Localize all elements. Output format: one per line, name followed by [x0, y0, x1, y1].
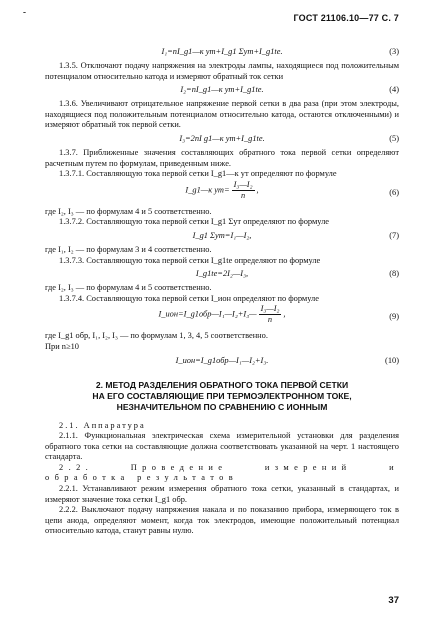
equation-3-number: (3) — [389, 47, 399, 56]
paragraph-1-3-7-2: 1.3.7.2. Составляющую тока первой сетки I_g1 Σут определяют по формуле — [59, 217, 329, 227]
equation-10 — [45, 353, 399, 370]
equation-7-formula: I_g1 Σут=I₁—I₂, — [192, 230, 252, 240]
paragraph-1-3-7-3: 1.3.7.3. Составляющую тока первой сетки I_g1te определяют по формуле — [59, 255, 321, 265]
page-content — [45, 44, 399, 537]
where-8: где I₂, I₃ — по формулам 4 и 5 соответственно. — [45, 283, 212, 293]
paragraph-2-2: 2.2. Проведение измерений и обработка результатов — [45, 462, 399, 483]
equation-9-fraction — [259, 304, 282, 325]
equation-9-number: (9) — [389, 312, 399, 322]
section-2-title-line-1: 2. МЕТОД РАЗДЕЛЕНИЯ ОБРАТНОГО ТОКА ПЕРВОЙ СЕТКИ — [95, 379, 349, 390]
equation-6-lhs: I_g1—к ут= — [185, 185, 230, 195]
equation-5-formula: I₃=2nI g1—к ут+I_g1te. — [179, 133, 265, 143]
where-6: где I₂, I₃ — по формулам 4 и 5 соответственно. — [45, 206, 212, 216]
equation-10-number: (10) — [385, 355, 399, 365]
paragraph-1-3-7-4: 1.3.7.4. Составляющую тока первой сетки I_ион определяют по формуле — [59, 293, 319, 303]
equation-4-number: (4) — [389, 85, 399, 95]
equation-3-formula: I₁=nI_g1—к ут+I_g1 Σут+I_g1te. — [161, 47, 283, 56]
equation-6-fraction — [232, 180, 255, 201]
condition-n: При n≥10 — [45, 341, 79, 351]
equation-9-numerator: I₃—I₂ — [260, 304, 280, 314]
equation-9-tail: , — [283, 309, 286, 319]
equation-8-formula: I_g1te=2I₂—I₃, — [195, 269, 249, 279]
equation-6-numerator: I₃—I₂ — [233, 179, 253, 189]
paragraph-2-1-1: 2.1.1. Функциональная электрическая схема измерительной установки для разделения обратного тока сетки на составляющие должна соответствовать указанной на черт. 1 настоящего стандарта. — [45, 431, 399, 462]
margin-dash: - — [23, 7, 26, 17]
equation-9-lhs: I_ион=I_g1обр—I₁—I₂+I₃— — [158, 309, 257, 319]
equation-4 — [45, 82, 399, 99]
section-2-title-line-3: НЕЗНАЧИТЕЛЬНОМ ПО СРАВНЕНИЮ С ИОННЫМ — [116, 401, 328, 412]
equation-4-formula: I₂=nI_g1—к ут+I_g1te. — [180, 85, 264, 95]
where-7: где I₁, I₂ — по формулам 3 и 4 соответственно. — [45, 244, 212, 254]
page-number: 37 — [388, 595, 399, 606]
equation-5 — [45, 131, 399, 148]
paragraph-1-3-7: 1.3.7. Приближенные значения составляющих обратного тока первой сетки определяют расчетным путем по формулам, приведенным ниже. — [45, 147, 399, 168]
equation-7 — [45, 228, 399, 245]
paragraph-2-2-2: 2.2.2. Выключают подачу напряжения накала и по показанию прибора, измеряющего ток в цепи анода, определяют момент, когда ток электродов, имеющие положительный потенциал относительно катода, станут равны нулю. — [45, 505, 399, 536]
equation-6 — [45, 180, 399, 207]
equation-6-tail: , — [256, 185, 259, 195]
section-2-title — [45, 380, 399, 413]
paragraph-2-2-1: 2.2.1. Устанавливают режим измерения обратного тока сетки, указанный в стандартах, и измеряют значение тока сетки I_g1 обр. — [45, 484, 399, 504]
where-9: где I_g1 обр, I₁, I₂, I₃ — по формулам 1, 3, 4, 5 соответственно. — [45, 331, 268, 341]
paragraph-1-3-6: 1.3.6. Увеличивают отрицательное напряжение первой сетки в два раза (при этом электроды, находящиеся под положительным потенциалом относительно катода, остаются отключенными) и измеряют обратный ток первой сетки. — [45, 99, 399, 130]
equation-3 — [45, 44, 399, 61]
equation-8 — [45, 266, 399, 283]
equation-9-formula — [45, 304, 399, 325]
equation-9-denominator: n — [267, 315, 273, 325]
equation-7-number: (7) — [389, 230, 399, 240]
standard-header: ГОСТ 21106.10—77 С. 7 — [293, 13, 399, 23]
paragraph-1-3-7-1: 1.3.7.1. Составляющую тока первой сетки I_g1—к ут определяют по формуле — [59, 169, 337, 179]
equation-6-formula — [45, 180, 399, 201]
equation-6-number: (6) — [389, 187, 399, 197]
section-2-title-line-2: НА ЕГО СОСТАВЛЯЮЩИЕ ПРИ ТЕРМОЭЛЕКТРОННОМ ТОКЕ, — [92, 390, 352, 401]
paragraph-2-1: 2.1. Аппаратура — [59, 420, 146, 430]
paragraph-1-3-5: 1.3.5. Отключают подачу напряжения на электроды лампы, находящиеся под положительным потенциалом относительно катода и измеряют обратный ток сетки — [45, 61, 399, 81]
equation-9 — [45, 304, 399, 331]
equation-10-formula: I_ион=I_g1обр—I₁—I₂+I₃. — [175, 355, 269, 365]
equation-8-number: (8) — [389, 269, 399, 279]
equation-5-number: (5) — [389, 133, 399, 143]
equation-6-denominator: n — [240, 190, 246, 200]
